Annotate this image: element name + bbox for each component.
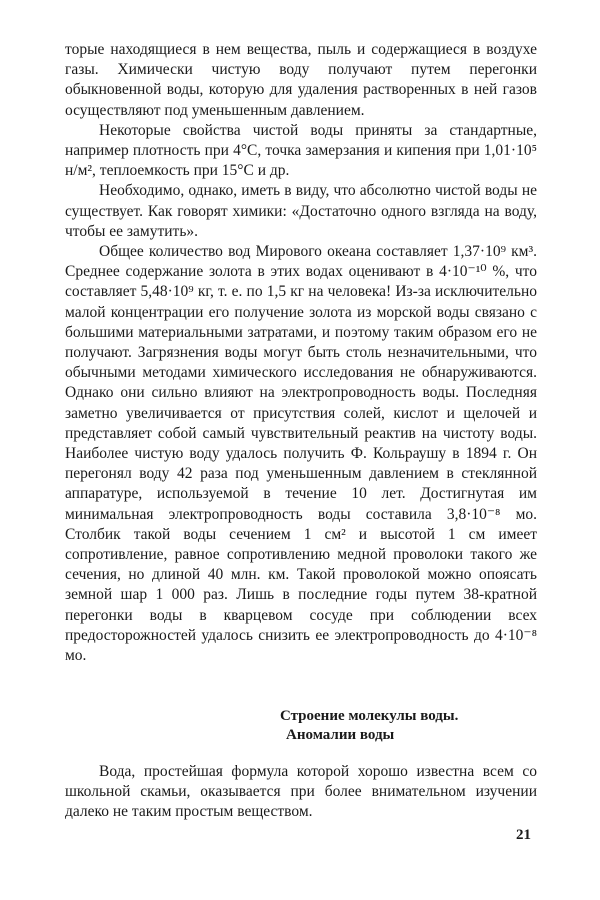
paragraph-water-formula: Вода, простейшая формула которой хорошо известна всем со школьной скамьи, оказывается при более внимательном изучении далеко не таким простым веществом.	[65, 763, 537, 821]
paragraph-continuation: торые находящиеся в нем вещества, пыль и содержащиеся в воздухе газы. Химически чистую воду получают путем перегонки обыкновенной воды, которую для удаления растворенных в ней газов осуществляют под уменьшенным давлением.	[65, 41, 537, 119]
section-heading-line-2: Аномалии воды	[286, 727, 395, 743]
page-number: 21	[516, 827, 531, 843]
paragraph-pure-water: Необходимо, однако, иметь в виду, что абсолютно чистой воды не существует. Как говорят химики: «Достаточно одного взгляда на воду, чтобы ее замутить».	[65, 182, 537, 240]
paragraph-standard-properties: Некоторые свойства чистой воды приняты за стандартные, например плотность при 4°С, точка замерзания и кипения при 1,01·10⁵ н/м², теплоемкость при 15°С и др.	[65, 121, 537, 180]
paragraph-ocean-water: Общее количество вод Мирового океана составляет 1,37·10⁹ км³. Среднее содержание золота в этих водах оценивают в 4·10⁻¹⁰ %, что составляет 5,48·10⁹ кг, т. е. по 1,5 кг на человека! Из-за исключительно малой концентрации его получение золота из морской воды связано с большими материальными затратами, и поэтому таким образом его не получают. Загрязнения воды могут быть столь незначительными, что обычными методами химического исследования не обнаруживаются. Однако они сильно влияют на электропроводность воды. Последняя заметно увеличивается от присутствия солей, кислот и щелочей и представляет собой самый чувствительный реактив на чистоту воды. Наиболее чистую воду удалось получить Ф. Кольраушу в 1894 г. Он перегонял воду 42 раза под уменьшенным давлением в стеклянной аппаратуре, используемой в течение 10 лет. Достигнутая им минимальная электропроводность воды составила 3,8·10⁻⁸ мо. Столбик такой воды сечением 1 см² и высотой 1 см имеет сопротивление, равное сопротивлению медной проволоки такого же сечения, но длиной 40 млн. км. Такой проволокой можно опоясать земной шар 1 000 раз. Лишь в последние годы путем 38-кратной перегонки воды в кварцевом сосуде при соблюдении всех предосторожностей удалось снизить ее электропроводность до 4·10⁻⁸ мо.	[65, 243, 537, 665]
section-first-paragraph-block	[65, 762, 537, 823]
section-heading	[280, 707, 540, 745]
section-heading-line-1: Строение молекулы воды.	[280, 708, 459, 724]
body-text	[65, 40, 537, 666]
